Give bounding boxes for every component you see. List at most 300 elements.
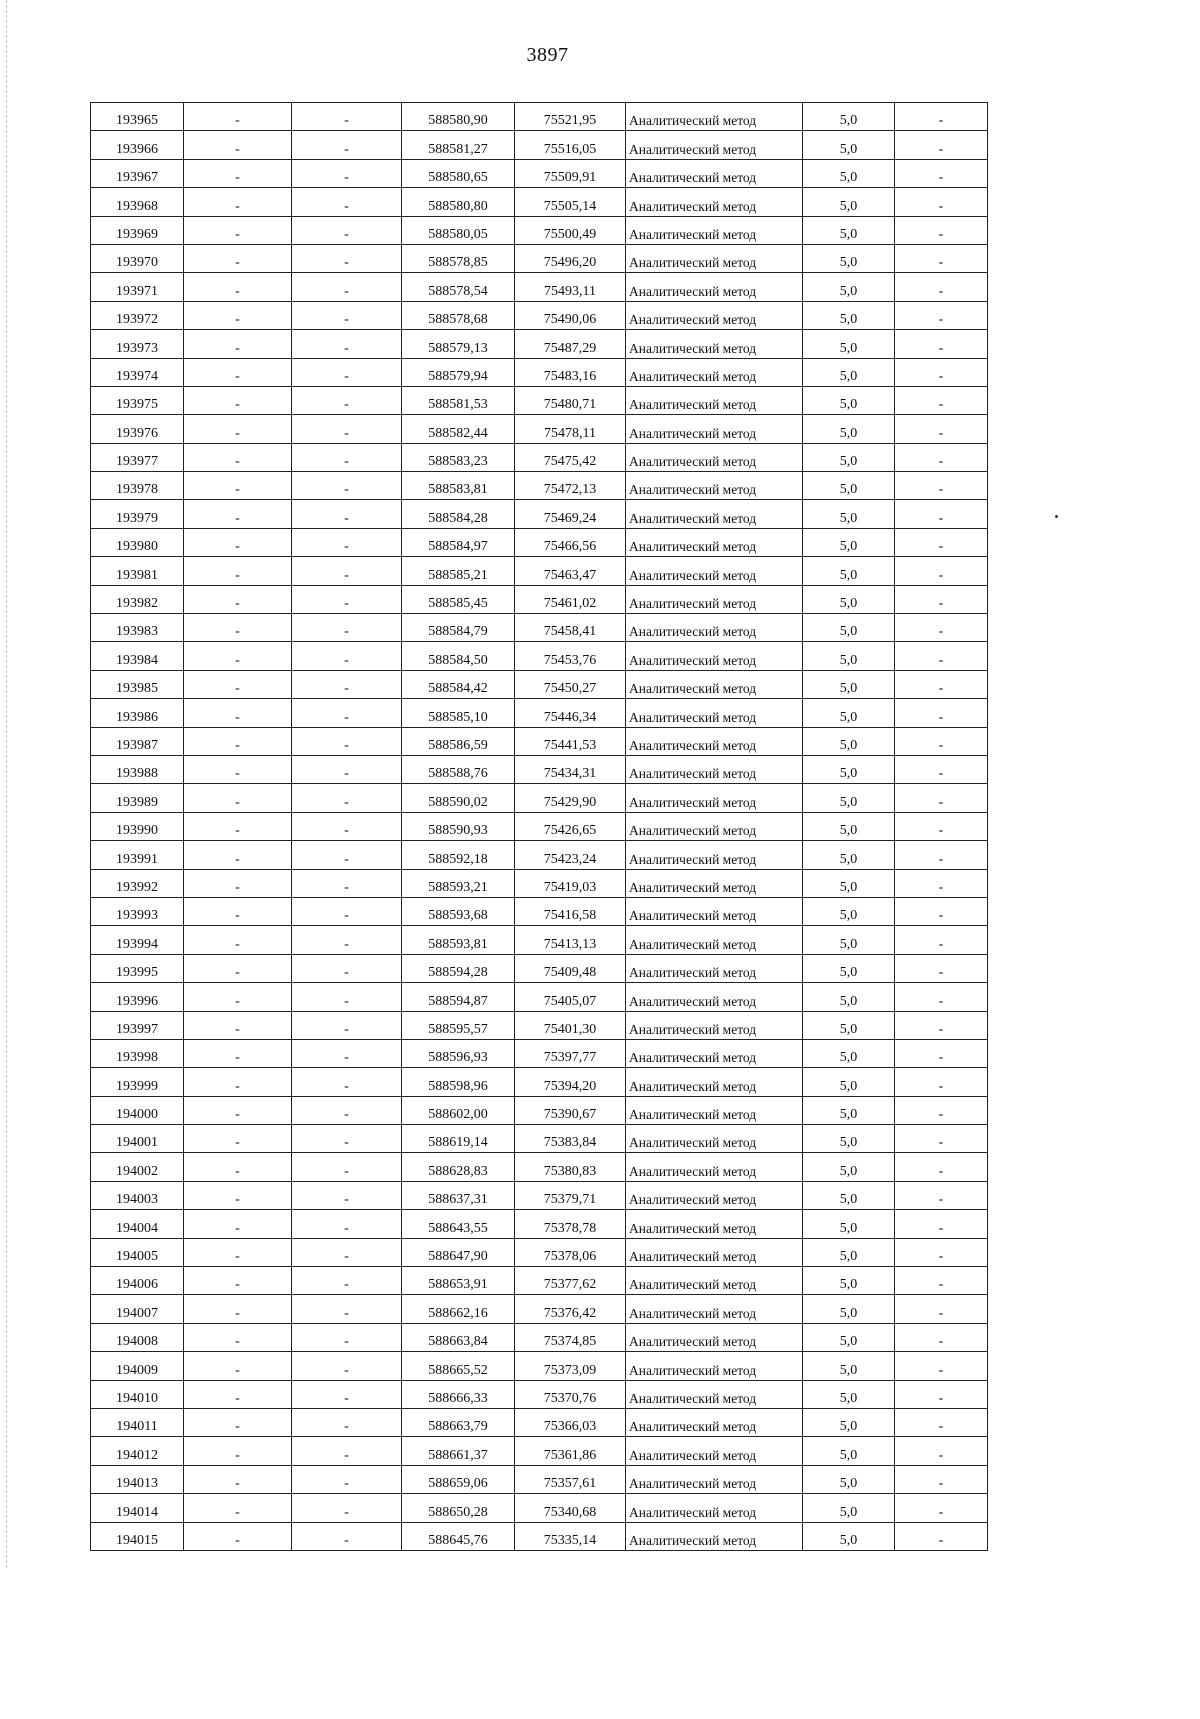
dash-cell: - (184, 1323, 292, 1351)
dash-cell: - (292, 1437, 402, 1465)
x-coordinate-cell: 588647,90 (402, 1238, 515, 1266)
method-cell: Аналитический метод (626, 415, 803, 443)
method-cell: Аналитический метод (626, 1295, 803, 1323)
accuracy-cell: 5,0 (803, 1437, 895, 1465)
x-coordinate-cell: 588650,28 (402, 1494, 515, 1522)
dash-cell: - (292, 330, 402, 358)
table-row (91, 755, 988, 783)
accuracy-cell: 5,0 (803, 812, 895, 840)
x-coordinate-cell: 588583,81 (402, 472, 515, 500)
accuracy-cell: 5,0 (803, 1267, 895, 1295)
dash-cell: - (292, 1181, 402, 1209)
accuracy-cell: 5,0 (803, 415, 895, 443)
dash-cell: - (184, 1267, 292, 1295)
point-number-cell: 193974 (91, 358, 184, 386)
accuracy-cell: 5,0 (803, 642, 895, 670)
table-row (91, 358, 988, 386)
point-number-cell: 194002 (91, 1153, 184, 1181)
dash-cell: - (292, 159, 402, 187)
table-row (91, 670, 988, 698)
point-number-cell: 193968 (91, 188, 184, 216)
table-row (91, 188, 988, 216)
y-coordinate-cell: 75401,30 (515, 1011, 626, 1039)
dash-cell: - (895, 301, 988, 329)
dash-cell: - (895, 869, 988, 897)
y-coordinate-cell: 75423,24 (515, 841, 626, 869)
table-row (91, 1494, 988, 1522)
dash-cell: - (184, 500, 292, 528)
dash-cell: - (895, 330, 988, 358)
point-number-cell: 194011 (91, 1408, 184, 1436)
y-coordinate-cell: 75490,06 (515, 301, 626, 329)
y-coordinate-cell: 75397,77 (515, 1039, 626, 1067)
point-number-cell: 193973 (91, 330, 184, 358)
table-row (91, 1323, 988, 1351)
y-coordinate-cell: 75505,14 (515, 188, 626, 216)
accuracy-cell: 5,0 (803, 841, 895, 869)
x-coordinate-cell: 588580,65 (402, 159, 515, 187)
dash-cell: - (895, 727, 988, 755)
table-row (91, 1039, 988, 1067)
x-coordinate-cell: 588580,05 (402, 216, 515, 244)
accuracy-cell: 5,0 (803, 1238, 895, 1266)
dash-cell: - (292, 103, 402, 131)
point-number-cell: 193985 (91, 670, 184, 698)
dash-cell: - (184, 557, 292, 585)
coordinates-table-body (91, 103, 988, 1551)
x-coordinate-cell: 588595,57 (402, 1011, 515, 1039)
accuracy-cell: 5,0 (803, 1068, 895, 1096)
accuracy-cell: 5,0 (803, 897, 895, 925)
table-row (91, 1238, 988, 1266)
method-cell: Аналитический метод (626, 1408, 803, 1436)
dash-cell: - (292, 983, 402, 1011)
method-cell: Аналитический метод (626, 727, 803, 755)
method-cell: Аналитический метод (626, 244, 803, 272)
dash-cell: - (895, 358, 988, 386)
accuracy-cell: 5,0 (803, 1408, 895, 1436)
table-row (91, 642, 988, 670)
y-coordinate-cell: 75377,62 (515, 1267, 626, 1295)
dash-cell: - (895, 1096, 988, 1124)
method-cell: Аналитический метод (626, 301, 803, 329)
table-row (91, 216, 988, 244)
accuracy-cell: 5,0 (803, 159, 895, 187)
scan-speck (1055, 515, 1058, 518)
dash-cell: - (895, 1408, 988, 1436)
dash-cell: - (895, 1267, 988, 1295)
x-coordinate-cell: 588637,31 (402, 1181, 515, 1209)
method-cell: Аналитический метод (626, 472, 803, 500)
table-row (91, 954, 988, 982)
dash-cell: - (895, 273, 988, 301)
table-row (91, 330, 988, 358)
method-cell: Аналитический метод (626, 500, 803, 528)
method-cell: Аналитический метод (626, 812, 803, 840)
table-row (91, 699, 988, 727)
accuracy-cell: 5,0 (803, 358, 895, 386)
accuracy-cell: 5,0 (803, 386, 895, 414)
dash-cell: - (895, 614, 988, 642)
x-coordinate-cell: 588584,28 (402, 500, 515, 528)
dash-cell: - (895, 897, 988, 925)
y-coordinate-cell: 75458,41 (515, 614, 626, 642)
method-cell: Аналитический метод (626, 159, 803, 187)
y-coordinate-cell: 75500,49 (515, 216, 626, 244)
method-cell: Аналитический метод (626, 670, 803, 698)
dash-cell: - (895, 1522, 988, 1550)
method-cell: Аналитический метод (626, 926, 803, 954)
dash-cell: - (292, 386, 402, 414)
x-coordinate-cell: 588579,13 (402, 330, 515, 358)
point-number-cell: 194005 (91, 1238, 184, 1266)
x-coordinate-cell: 588579,94 (402, 358, 515, 386)
accuracy-cell: 5,0 (803, 1352, 895, 1380)
method-cell: Аналитический метод (626, 784, 803, 812)
x-coordinate-cell: 588585,10 (402, 699, 515, 727)
dash-cell: - (292, 926, 402, 954)
accuracy-cell: 5,0 (803, 500, 895, 528)
dash-cell: - (292, 1125, 402, 1153)
point-number-cell: 193998 (91, 1039, 184, 1067)
dash-cell: - (292, 699, 402, 727)
x-coordinate-cell: 588578,85 (402, 244, 515, 272)
y-coordinate-cell: 75429,90 (515, 784, 626, 812)
point-number-cell: 193995 (91, 954, 184, 982)
dash-cell: - (184, 415, 292, 443)
page-number: 3897 (526, 44, 569, 66)
y-coordinate-cell: 75335,14 (515, 1522, 626, 1550)
method-cell: Аналитический метод (626, 103, 803, 131)
point-number-cell: 193981 (91, 557, 184, 585)
method-cell: Аналитический метод (626, 755, 803, 783)
x-coordinate-cell: 588583,23 (402, 443, 515, 471)
coordinates-table (90, 102, 988, 1551)
dash-cell: - (895, 443, 988, 471)
table-row (91, 301, 988, 329)
method-cell: Аналитический метод (626, 1437, 803, 1465)
accuracy-cell: 5,0 (803, 216, 895, 244)
method-cell: Аналитический метод (626, 1323, 803, 1351)
accuracy-cell: 5,0 (803, 131, 895, 159)
dash-cell: - (895, 1068, 988, 1096)
method-cell: Аналитический метод (626, 557, 803, 585)
table-row (91, 244, 988, 272)
point-number-cell: 194003 (91, 1181, 184, 1209)
dash-cell: - (895, 1210, 988, 1238)
dash-cell: - (895, 1295, 988, 1323)
accuracy-cell: 5,0 (803, 103, 895, 131)
method-cell: Аналитический метод (626, 528, 803, 556)
x-coordinate-cell: 588588,76 (402, 755, 515, 783)
point-number-cell: 194013 (91, 1465, 184, 1493)
x-coordinate-cell: 588584,42 (402, 670, 515, 698)
dash-cell: - (292, 358, 402, 386)
y-coordinate-cell: 75373,09 (515, 1352, 626, 1380)
accuracy-cell: 5,0 (803, 1522, 895, 1550)
method-cell: Аналитический метод (626, 273, 803, 301)
dash-cell: - (292, 557, 402, 585)
table-row (91, 1210, 988, 1238)
y-coordinate-cell: 75419,03 (515, 869, 626, 897)
dash-cell: - (184, 528, 292, 556)
dash-cell: - (292, 1408, 402, 1436)
dash-cell: - (895, 103, 988, 131)
dash-cell: - (184, 1437, 292, 1465)
dash-cell: - (184, 755, 292, 783)
dash-cell: - (292, 812, 402, 840)
table-row (91, 1267, 988, 1295)
dash-cell: - (895, 386, 988, 414)
point-number-cell: 193990 (91, 812, 184, 840)
point-number-cell: 193988 (91, 755, 184, 783)
method-cell: Аналитический метод (626, 1352, 803, 1380)
dash-cell: - (292, 897, 402, 925)
dash-cell: - (895, 216, 988, 244)
method-cell: Аналитический метод (626, 642, 803, 670)
dash-cell: - (184, 244, 292, 272)
dash-cell: - (292, 500, 402, 528)
dash-cell: - (292, 1352, 402, 1380)
table-row (91, 1011, 988, 1039)
table-row (91, 1522, 988, 1550)
point-number-cell: 193979 (91, 500, 184, 528)
method-cell: Аналитический метод (626, 1465, 803, 1493)
dash-cell: - (292, 727, 402, 755)
y-coordinate-cell: 75483,16 (515, 358, 626, 386)
dash-cell: - (292, 784, 402, 812)
point-number-cell: 194004 (91, 1210, 184, 1238)
dash-cell: - (292, 1522, 402, 1550)
table-row (91, 897, 988, 925)
accuracy-cell: 5,0 (803, 1494, 895, 1522)
y-coordinate-cell: 75361,86 (515, 1437, 626, 1465)
table-row (91, 103, 988, 131)
method-cell: Аналитический метод (626, 1522, 803, 1550)
x-coordinate-cell: 588585,45 (402, 585, 515, 613)
dash-cell: - (895, 415, 988, 443)
x-coordinate-cell: 588596,93 (402, 1039, 515, 1067)
y-coordinate-cell: 75450,27 (515, 670, 626, 698)
dash-cell: - (184, 1181, 292, 1209)
dash-cell: - (292, 585, 402, 613)
dash-cell: - (895, 755, 988, 783)
method-cell: Аналитический метод (626, 1494, 803, 1522)
table-row (91, 131, 988, 159)
dash-cell: - (895, 131, 988, 159)
dash-cell: - (292, 755, 402, 783)
dash-cell: - (184, 159, 292, 187)
y-coordinate-cell: 75469,24 (515, 500, 626, 528)
point-number-cell: 194015 (91, 1522, 184, 1550)
x-coordinate-cell: 588584,50 (402, 642, 515, 670)
accuracy-cell: 5,0 (803, 755, 895, 783)
x-coordinate-cell: 588593,68 (402, 897, 515, 925)
dash-cell: - (292, 1380, 402, 1408)
y-coordinate-cell: 75493,11 (515, 273, 626, 301)
x-coordinate-cell: 588585,21 (402, 557, 515, 585)
x-coordinate-cell: 588602,00 (402, 1096, 515, 1124)
dash-cell: - (895, 557, 988, 585)
table-row (91, 614, 988, 642)
dash-cell: - (184, 954, 292, 982)
method-cell: Аналитический метод (626, 983, 803, 1011)
dash-cell: - (292, 528, 402, 556)
dash-cell: - (292, 614, 402, 642)
table-row (91, 1380, 988, 1408)
dash-cell: - (292, 1096, 402, 1124)
x-coordinate-cell: 588584,97 (402, 528, 515, 556)
method-cell: Аналитический метод (626, 330, 803, 358)
dash-cell: - (895, 528, 988, 556)
y-coordinate-cell: 75370,76 (515, 1380, 626, 1408)
point-number-cell: 194010 (91, 1380, 184, 1408)
dash-cell: - (184, 1465, 292, 1493)
y-coordinate-cell: 75475,42 (515, 443, 626, 471)
point-number-cell: 193983 (91, 614, 184, 642)
method-cell: Аналитический метод (626, 1181, 803, 1209)
accuracy-cell: 5,0 (803, 1380, 895, 1408)
dash-cell: - (292, 1039, 402, 1067)
dash-cell: - (895, 926, 988, 954)
table-row (91, 472, 988, 500)
dash-cell: - (184, 131, 292, 159)
dash-cell: - (895, 159, 988, 187)
method-cell: Аналитический метод (626, 1068, 803, 1096)
y-coordinate-cell: 75516,05 (515, 131, 626, 159)
point-number-cell: 194012 (91, 1437, 184, 1465)
point-number-cell: 193972 (91, 301, 184, 329)
y-coordinate-cell: 75374,85 (515, 1323, 626, 1351)
y-coordinate-cell: 75521,95 (515, 103, 626, 131)
point-number-cell: 193996 (91, 983, 184, 1011)
dash-cell: - (895, 1323, 988, 1351)
dash-cell: - (184, 358, 292, 386)
dash-cell: - (895, 1011, 988, 1039)
dash-cell: - (895, 1437, 988, 1465)
dash-cell: - (292, 1295, 402, 1323)
dash-cell: - (292, 1153, 402, 1181)
y-coordinate-cell: 75394,20 (515, 1068, 626, 1096)
dash-cell: - (184, 188, 292, 216)
dash-cell: - (184, 273, 292, 301)
point-number-cell: 193978 (91, 472, 184, 500)
point-number-cell: 193999 (91, 1068, 184, 1096)
dash-cell: - (895, 1181, 988, 1209)
method-cell: Аналитический метод (626, 699, 803, 727)
point-number-cell: 193975 (91, 386, 184, 414)
y-coordinate-cell: 75453,76 (515, 642, 626, 670)
y-coordinate-cell: 75340,68 (515, 1494, 626, 1522)
x-coordinate-cell: 588598,96 (402, 1068, 515, 1096)
point-number-cell: 193982 (91, 585, 184, 613)
table-row (91, 1408, 988, 1436)
y-coordinate-cell: 75463,47 (515, 557, 626, 585)
method-cell: Аналитический метод (626, 386, 803, 414)
x-coordinate-cell: 588659,06 (402, 1465, 515, 1493)
table-row (91, 1068, 988, 1096)
table-row (91, 443, 988, 471)
accuracy-cell: 5,0 (803, 1039, 895, 1067)
table-row (91, 727, 988, 755)
dash-cell: - (184, 642, 292, 670)
method-cell: Аналитический метод (626, 443, 803, 471)
y-coordinate-cell: 75446,34 (515, 699, 626, 727)
accuracy-cell: 5,0 (803, 188, 895, 216)
x-coordinate-cell: 588594,28 (402, 954, 515, 982)
y-coordinate-cell: 75409,48 (515, 954, 626, 982)
y-coordinate-cell: 75357,61 (515, 1465, 626, 1493)
method-cell: Аналитический метод (626, 897, 803, 925)
dash-cell: - (292, 670, 402, 698)
table-row (91, 1096, 988, 1124)
x-coordinate-cell: 588661,37 (402, 1437, 515, 1465)
dash-cell: - (184, 812, 292, 840)
x-coordinate-cell: 588580,80 (402, 188, 515, 216)
dash-cell: - (292, 273, 402, 301)
table-row (91, 1352, 988, 1380)
point-number-cell: 193969 (91, 216, 184, 244)
y-coordinate-cell: 75472,13 (515, 472, 626, 500)
accuracy-cell: 5,0 (803, 585, 895, 613)
x-coordinate-cell: 588580,90 (402, 103, 515, 131)
point-number-cell: 193986 (91, 699, 184, 727)
dash-cell: - (292, 301, 402, 329)
dash-cell: - (184, 699, 292, 727)
method-cell: Аналитический метод (626, 1011, 803, 1039)
y-coordinate-cell: 75378,06 (515, 1238, 626, 1266)
dash-cell: - (184, 1096, 292, 1124)
dash-cell: - (292, 642, 402, 670)
accuracy-cell: 5,0 (803, 784, 895, 812)
accuracy-cell: 5,0 (803, 273, 895, 301)
dash-cell: - (895, 1465, 988, 1493)
point-number-cell: 193993 (91, 897, 184, 925)
y-coordinate-cell: 75390,67 (515, 1096, 626, 1124)
table-row (91, 784, 988, 812)
x-coordinate-cell: 588643,55 (402, 1210, 515, 1238)
x-coordinate-cell: 588663,84 (402, 1323, 515, 1351)
x-coordinate-cell: 588594,87 (402, 983, 515, 1011)
point-number-cell: 194000 (91, 1096, 184, 1124)
x-coordinate-cell: 588665,52 (402, 1352, 515, 1380)
accuracy-cell: 5,0 (803, 1153, 895, 1181)
dash-cell: - (292, 443, 402, 471)
accuracy-cell: 5,0 (803, 301, 895, 329)
dash-cell: - (184, 869, 292, 897)
table-row (91, 557, 988, 585)
x-coordinate-cell: 588662,16 (402, 1295, 515, 1323)
point-number-cell: 193984 (91, 642, 184, 670)
accuracy-cell: 5,0 (803, 1096, 895, 1124)
dash-cell: - (184, 1153, 292, 1181)
dash-cell: - (895, 954, 988, 982)
accuracy-cell: 5,0 (803, 1011, 895, 1039)
x-coordinate-cell: 588581,53 (402, 386, 515, 414)
dash-cell: - (292, 472, 402, 500)
point-number-cell: 193994 (91, 926, 184, 954)
dash-cell: - (292, 1210, 402, 1238)
dash-cell: - (895, 1039, 988, 1067)
point-number-cell: 193989 (91, 784, 184, 812)
dash-cell: - (292, 841, 402, 869)
dash-cell: - (184, 1522, 292, 1550)
accuracy-cell: 5,0 (803, 1295, 895, 1323)
dash-cell: - (895, 1238, 988, 1266)
dash-cell: - (895, 983, 988, 1011)
dash-cell: - (895, 784, 988, 812)
table-row (91, 1181, 988, 1209)
